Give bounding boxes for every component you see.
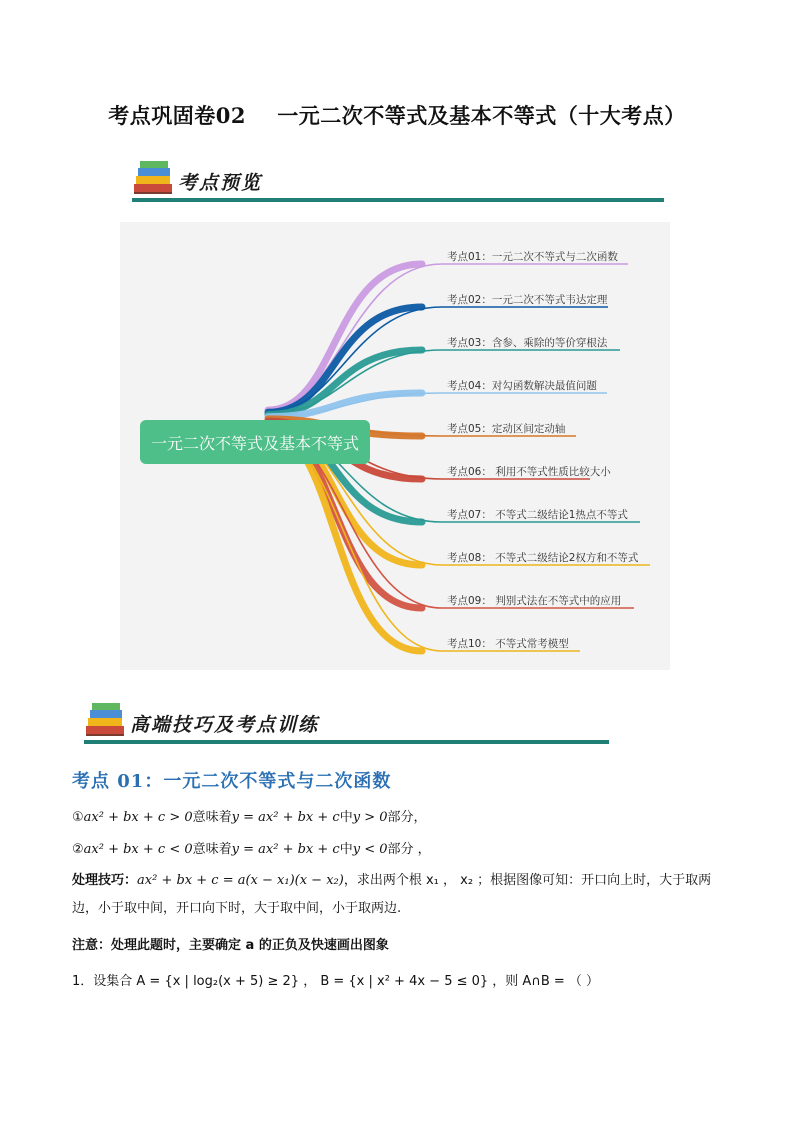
- banner-divider: [132, 198, 664, 202]
- section-heading: 考点 01：一元二次不等式与二次函数: [72, 771, 392, 792]
- technique-paragraph: [72, 867, 722, 923]
- rule-line-1: ①ax² + bx + c > 0意味着y = ax² + bx + c中y > 0部分，: [72, 810, 427, 825]
- mindmap-branch-label: 考点03：含参、乘除的等价穿根法: [447, 337, 608, 349]
- preview-banner: [132, 158, 664, 202]
- mindmap-branch-label: 考点05：定动区间定动轴: [447, 423, 566, 435]
- technique-label: 处理技巧：: [72, 873, 138, 888]
- factored-formula: ax² + bx + c = a(x − x₁)(x − x₂): [137, 873, 344, 888]
- mindmap-branch-label: 考点10： 不等式常考模型: [447, 638, 569, 650]
- inequality: ax² + bx + c < 0: [83, 842, 193, 857]
- mindmap-branch-ribbon: [268, 264, 422, 410]
- function: y = ax² + bx + c: [231, 842, 340, 857]
- mindmap-branch-label: 考点08： 不等式二级结论2权方和不等式: [447, 552, 639, 564]
- mindmap-branch-label: 考点04：对勾函数解决最值问题: [447, 380, 597, 392]
- mindmap-center-node: 一元二次不等式及基本不等式: [140, 420, 370, 464]
- preview-banner-title: 考点预览: [178, 172, 263, 194]
- mindmap-branch-label: 考点06： 利用不等式性质比较大小: [447, 466, 611, 478]
- condition: y > 0: [352, 810, 388, 825]
- mindmap-branch-label: 考点09： 判别式法在不等式中的应用: [447, 595, 622, 607]
- training-banner: [84, 700, 609, 744]
- condition: y < 0: [352, 842, 388, 857]
- mindmap-branch-label: 考点07： 不等式二级结论1热点不等式: [447, 509, 628, 521]
- rule-line-2: ②ax² + bx + c < 0意味着y = ax² + bx + c中y < 0部分 ，: [72, 842, 431, 857]
- books-icon: [84, 700, 128, 738]
- note-line: 注意：处理此题时，主要确定 a 的正负及快速画出图象: [72, 938, 389, 953]
- function: y = ax² + bx + c: [231, 810, 340, 825]
- training-banner-title: 高端技巧及考点训练: [130, 714, 320, 736]
- document-title: 考点巩固卷02 一元二次不等式及基本不等式（十大考点）: [108, 103, 686, 128]
- technique-text: ，求出两个根 x₁ ， x₂ ；根据图像可知：开口向上时，大于取两边，小于取中间，开口向下时，大于取中间，小于取两边.: [72, 873, 712, 916]
- mindmap-branch-label: 考点01：一元二次不等式与二次函数: [447, 251, 618, 263]
- banner-divider: [84, 740, 609, 744]
- inequality: ax² + bx + c > 0: [83, 810, 193, 825]
- mindmap: [120, 222, 670, 670]
- question-1: 1．设集合 A = {x | log₂(x + 5) ≥ 2} ， B = {x | x² + 4x − 5 ≤ 0} ，则 A∩B = （ ）: [72, 974, 600, 989]
- mindmap-branch-label: 考点02：一元二次不等式韦达定理: [447, 294, 608, 306]
- books-icon: [132, 158, 176, 196]
